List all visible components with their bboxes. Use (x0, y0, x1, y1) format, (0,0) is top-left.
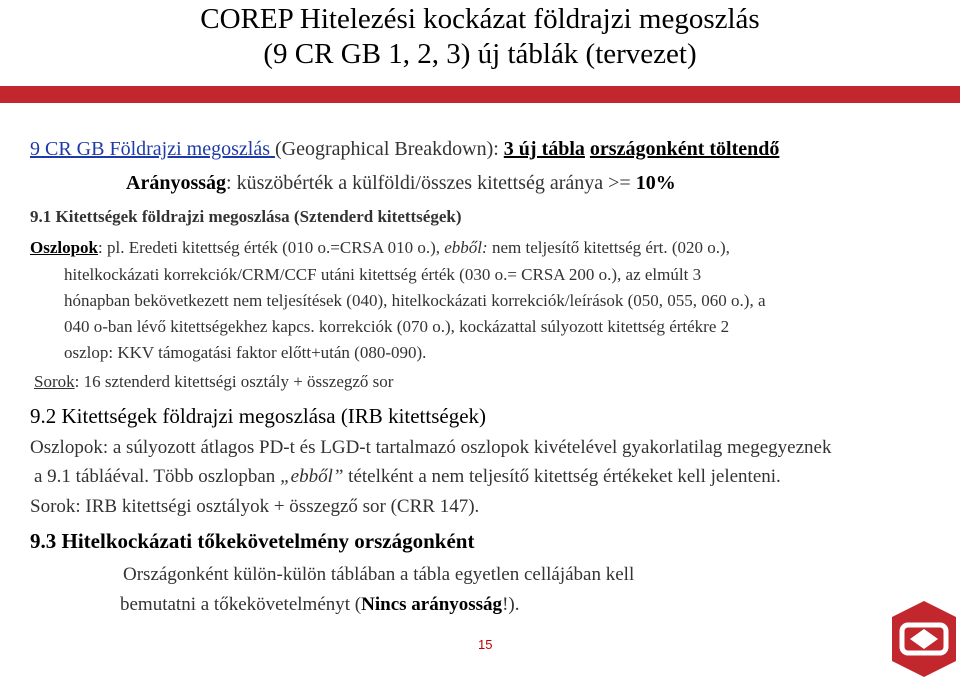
mnb-logo-icon (890, 599, 958, 679)
intro-text: (Geographical Breakdown): (274, 138, 504, 160)
breakdown-link[interactable]: 9 CR GB Földrajzi megoszlás (30, 138, 275, 160)
title-line-1: COREP Hitelezési kockázat földrajzi megoszlás (200, 3, 760, 35)
proportionality-value: 10% (635, 172, 676, 194)
s92-rows-label: Sorok (30, 496, 76, 517)
section-9-3-heading: 9.3 Hitelkockázati tőkekövetelmény országonként (30, 529, 475, 553)
s92-rows-text: : IRB kitettségi osztályok + összegző sor (CRR 147). (75, 496, 480, 517)
intro-bold-1: 3 új tábla (503, 138, 585, 160)
s91-rows-label: Sorok (34, 372, 75, 391)
red-divider-bar (0, 86, 960, 103)
s91-of-which: ebből: (444, 238, 488, 257)
s92-columns-text: : a súlyozott átlagos PD-t és LGD-t tartalmazó oszlopok kivételével gyakorlatilag megegyeznek (102, 437, 832, 458)
s91-columns-text: : pl. Eredeti kitettség érték (010 o.=CRSA 010 o.), (98, 238, 445, 257)
s92-of-which: „ebből” (280, 466, 344, 487)
intro-bold-2: országonként töltendő (589, 138, 780, 160)
s93-line-2 (120, 594, 519, 616)
s91-line-3: hónapban bekövetkezett nem teljesítések (040), hitelkockázati korrekciók/leírások (050, 055, 060 o.), a (64, 291, 766, 310)
s92-text-a: a 9.1 tábláéval. Több oszlopban (34, 466, 281, 487)
proportionality-line (126, 172, 676, 195)
s93-text-c: !). (502, 594, 520, 615)
s93-line-1: Országonként külön-külön táblában a tábla egyetlen cellájában kell (123, 564, 635, 585)
s91-rows-text: : 16 sztenderd kitettségi osztály + összegző sor (74, 372, 394, 391)
intro-line (30, 138, 779, 161)
s93-no-proportionality: Nincs arányosság (361, 594, 503, 615)
page-number: 15 (478, 637, 493, 652)
title-line-2: (9 CR GB 1, 2, 3) új táblák (tervezet) (263, 38, 697, 70)
slide-title (0, 2, 960, 72)
s93-text-a: bemutatni a tőkekövetelményt ( (120, 594, 362, 615)
s92-line-2 (34, 466, 781, 488)
proportionality-text: : küszöbérték a külföldi/összes kitettség aránya >= (226, 172, 636, 194)
s91-line-2: hitelkockázati korrekciók/CRM/CCF utáni kitettség érték (030 o.= CRSA 200 o.), az elmúlt 3 (64, 265, 702, 284)
s91-line-4: 040 o-ban lévő kitettségekhez kapcs. korrekciók (070 o.), kockázattal súlyozott kitettség értékre 2 (64, 317, 730, 336)
s92-line-1 (30, 437, 831, 459)
s91-columns-text-2: nem teljesítő kitettség ért. (020 o.), (487, 238, 730, 257)
section-9-1-heading: 9.1 Kitettségek földrajzi megoszlása (Sztenderd kitettségek) (30, 207, 462, 226)
s91-line-5: oszlop: KKV támogatási faktor előtt+után (080-090). (64, 343, 427, 362)
s91-rows-line (34, 372, 393, 392)
proportionality-label: Arányosság (126, 172, 227, 194)
s92-line-3 (30, 496, 479, 518)
s91-line-1 (30, 238, 730, 258)
s92-text-c: tételként a nem teljesítő kitettség értékeket kell jelenteni. (343, 466, 781, 487)
s92-columns-label: Oszlopok (30, 437, 103, 458)
s91-columns-label: Oszlopok (30, 238, 99, 257)
section-9-2-heading: 9.2 Kitettségek földrajzi megoszlása (IRB kitettségek) (30, 404, 487, 428)
